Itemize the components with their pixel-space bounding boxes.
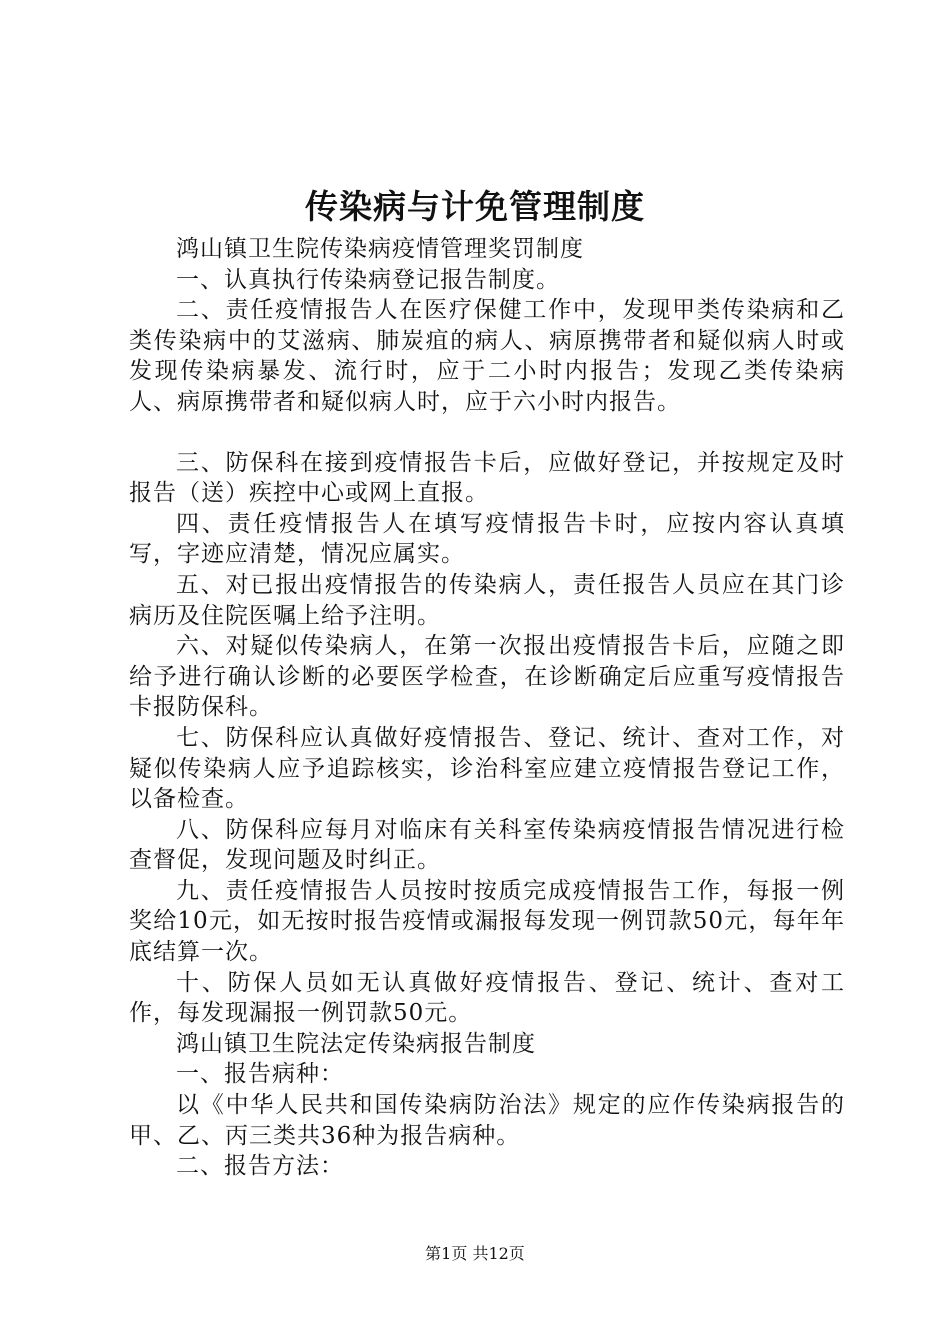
document-body bbox=[129, 234, 845, 1182]
paragraph-item-2: 二、责任疫情报告人在医疗保健工作中，发现甲类传染病和乙类传染病中的艾滋病、肺炭疽的病人、病原携带者和疑似病人时或发现传染病暴发、流行时，应于二小时内报告；发现乙类传染病人、病原携带者和疑似病人时，应于六小时内报告。 bbox=[129, 297, 845, 415]
paragraph-report-diseases: 以《中华人民共和国传染病防治法》规定的应作传染病报告的甲、乙、丙三类共36种为报告病种。 bbox=[129, 1092, 845, 1149]
paragraph-item-3: 三、防保科在接到疫情报告卡后，应做好登记，并按规定及时报告（送）疾控中心或网上直报。 bbox=[129, 449, 845, 507]
page-footer: 第1页 共12页 bbox=[425, 1244, 525, 1263]
section-heading-report-rules: 鸿山镇卫生院法定传染病报告制度 bbox=[176, 1030, 536, 1057]
paragraph-item-10: 十、防保人员如无认真做好疫情报告、登记、统计、查对工作，每发现漏报一例罚款50元。 bbox=[129, 969, 845, 1027]
paragraph-item-1: 一、认真执行传染病登记报告制度。 bbox=[176, 266, 560, 293]
paragraph-item-4: 四、责任疫情报告人在填写疫情报告卡时，应按内容认真填写，字迹应清楚，情况应属实。 bbox=[129, 510, 845, 568]
paragraph-item-5: 五、对已报出疫情报告的传染病人，责任报告人员应在其门诊病历及住院医嘱上给予注明。 bbox=[129, 571, 845, 629]
document-title: 传染病与计免管理制度 bbox=[305, 187, 645, 226]
section-heading-reward-rules: 鸿山镇卫生院传染病疫情管理奖罚制度 bbox=[176, 236, 584, 262]
paragraph-item-7: 七、防保科应认真做好疫情报告、登记、统计、查对工作，对疑似传染病人应予追踪核实，诊治科室应建立疫情报告登记工作，以备检查。 bbox=[129, 724, 845, 813]
paragraph-item-8: 八、防保科应每月对临床有关科室传染病疫情报告情况进行检查督促，发现问题及时纠正。 bbox=[129, 816, 845, 874]
paragraph-report-item-2: 二、报告方法： bbox=[176, 1153, 344, 1180]
paragraph-item-9: 九、责任疫情报告人员按时按质完成疫情报告工作，每报一例奖给10元，如无按时报告疫情或漏报每发现一例罚款50元，每年年底结算一次。 bbox=[129, 877, 845, 966]
paragraph-report-item-1: 一、报告病种： bbox=[176, 1061, 344, 1088]
paragraph-item-6: 六、对疑似传染病人，在第一次报出疫情报告卡后，应随之即给予进行确认诊断的必要医学检查，在诊断确定后应重写疫情报告卡报防保科。 bbox=[129, 633, 845, 721]
